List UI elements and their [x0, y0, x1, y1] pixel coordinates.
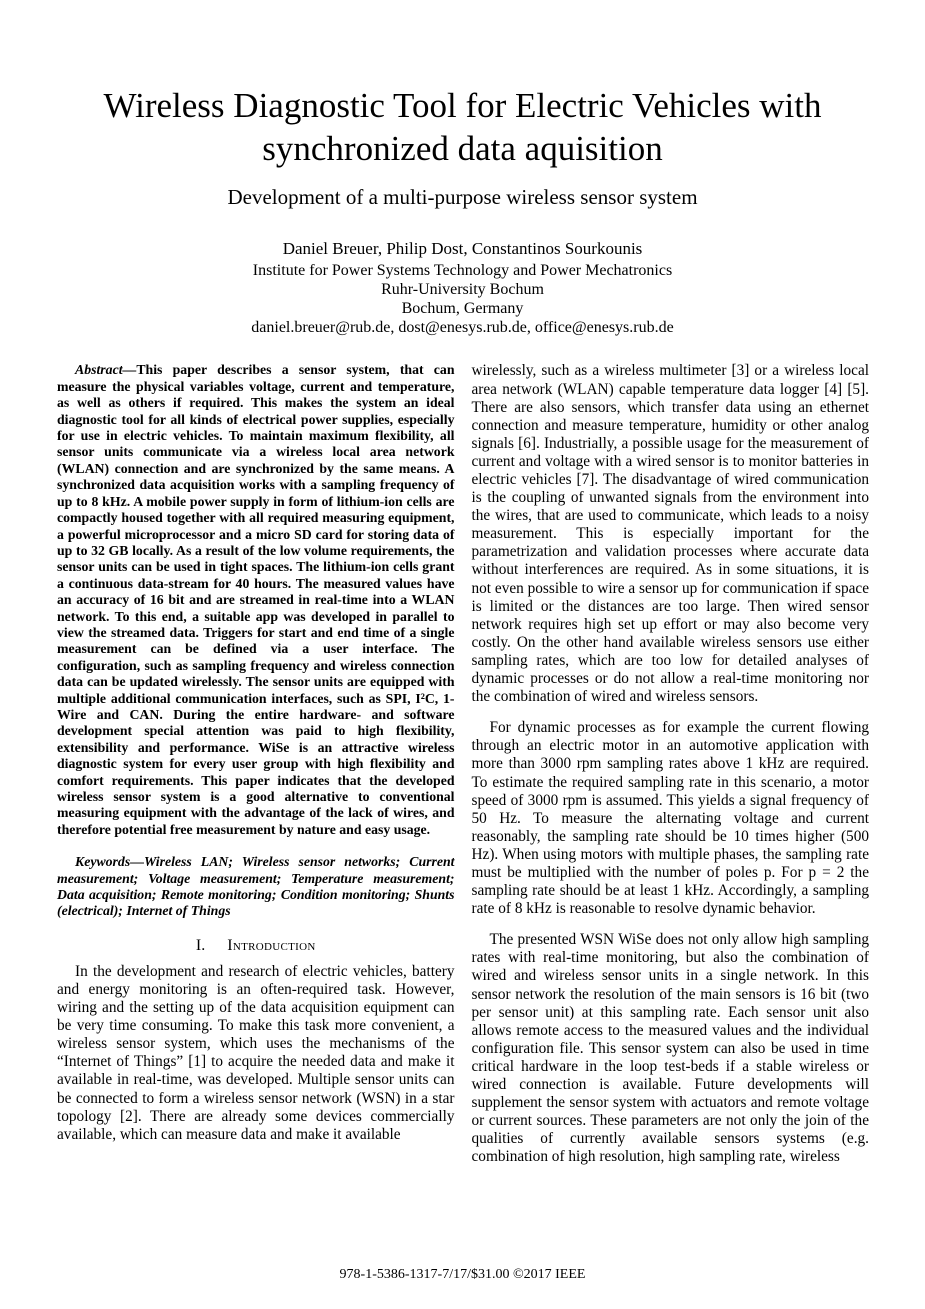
abstract-paragraph: [57, 362, 455, 838]
affiliation-city: Bochum, Germany: [401, 299, 524, 317]
paper-title: Wireless Diagnostic Tool for Electric Vehicles with synchronized data aquisition: [103, 86, 822, 169]
intro-paragraph-1: In the development and research of electric vehicles, battery and energy monitoring is an often-required task. However, wiring and the setting up of the data acquisition equipment can be very time consuming. To make this task more convenient, a wireless sensor system, which uses the mechanisms of the “Internet of Things” [1] to acquire the needed data and make it available in real-time, was developed. Multiple sensor units can be connected to form a wireless sensor network (WSN) in a star topology [2]. There are already some devices commercially available, which can measure data and make it available: [57, 962, 455, 1143]
section-number: I.: [195, 936, 206, 954]
keywords-text: Wireless LAN; Wireless sensor networks; Current measurement; Voltage measurement; Temperature measurement; Data acquisition; Remote monitoring; Condition monitoring; Shunts (electrical); Internet of Things: [57, 854, 455, 919]
section-heading-introduction: [57, 937, 455, 955]
left-column: [57, 362, 455, 1166]
intro-paragraph-1-continued: wirelessly, such as a wireless multimeter [3] or a wireless local area network (WLAN) capable temperature data logger [4] [5]. There are also sensors, which transfer data using an ethernet connection and measure temperature, humidity or other analog signals [6]. Industrially, a possible usage for the measurement of current and voltage with a wired sensor is to monitor batteries in electric vehicles [7]. The disadvantage of wired communication is the coupling of unwanted signals from the environment into the wires, that are used to communicate, which leads to a noisy measurement. This is especially important for the parametrization and validation processes where accurate data without interferences are required. As in some situations, it is not even possible to wire a sensor up for communication if space is limited or the distances are too large. Then wired sensor network requires high set up effort or may also become very costly. On the other hand available wireless sensors use either sampling rates, which are too low for detailed analyses of dynamic processes or do not allow a real-time monitoring nor the combination of wired and wireless sensors.: [471, 362, 869, 706]
paper-subtitle: Development of a multi-purpose wireless sensor system: [227, 184, 698, 209]
intro-paragraph-2: For dynamic processes as for example the current flowing through an electric motor in an automotive application with more than 3000 rpm sampling rates above 1 kHz are required. To estimate the required sampling rate in this scenario, a motor speed of 3000 rpm is assumed. This yields a signal frequency of 50 Hz. To measure the alternating voltage and current reasonably, the sampling rate should be 10 times higher (500 Hz). When using motors with multiple phases, the sampling rate must be multiplied with the number of poles p. For p = 2 the sampling rate should be at least 1 kHz. Accordingly, a sampling rate of 8 kHz is reasonable to resolve dynamic behavior.: [471, 719, 869, 918]
abstract-text: This paper describes a sensor system, that can measure the physical variables voltage, current and temperature, as well as others if required. This makes the system an ideal diagnostic tool for all kinds of electrical power supplies, especially for use in electric vehicles. To maintain maximum flexibility, all sensor units communicate via a wireless local area network (WLAN) connection and are synchronized by the same means. A synchronized data acquisition works with a sampling frequency of up to 8 kHz. A mobile power supply in form of lithium-ion cells are compactly housed together with all required measuring equipment, a powerful microprocessor and a micro SD card for storing data of up to 32 GB locally. As a result of the low volume requirements, the sensor units can be used in tight spaces. The lithium-ion cells grant a continuous data-stream for 40 hours. The measured values have an accuracy of 16 bit and are streamed in real-time into a WLAN network. To this end, a suitable app was developed in parallel to view the streamed data. Triggers for start and end time of a single measurement can be defined via a user interface. The configuration, such as sampling frequency and wireless connection data can be updated wirelessly. The sensor units are equipped with multiple additional communication interfaces, such as SPI, I²C, 1-Wire and CAN. During the entire hardware- and software development special attention was paid to high flexibility, extensibility and performance. WiSe is an attractive wireless diagnostic system for every user group with high flexibility and comfort requirements. This paper indicates that the developed wireless sensor system is a good alternative to conventional measuring equipment with the advantage of the lack of wires, and therefore potential free measurement by nature and easy usage.: [57, 362, 455, 837]
affiliation-university: Ruhr-University Bochum: [381, 280, 544, 298]
author-names: Daniel Breuer, Philip Dost, Constantinos Sourkounis: [282, 238, 643, 258]
author-emails: daniel.breuer@rub.de, dost@enesys.rub.de, office@enesys.rub.de: [251, 318, 674, 336]
section-title: Introduction: [227, 936, 316, 954]
copyright-notice: 978-1-5386-1317-7/17/$31.00 ©2017 IEEE: [339, 1267, 586, 1282]
paper-header: [0, 0, 925, 336]
abstract-label: Abstract—: [75, 362, 137, 378]
two-column-body: [57, 362, 869, 1166]
right-column: [472, 362, 870, 1166]
keywords-label: Keywords—: [75, 854, 144, 870]
authors-block: [0, 239, 925, 337]
intro-paragraph-3: The presented WSN WiSe does not only allow high sampling rates with real-time monitoring, but also the combination of wired and wireless sensor units in a single network. In this sensor network the resolution of the main sensors is 16 bit (two per sensor unit) at this sampling rate. Each sensor unit also allows remote access to the measured values and the individual configuration file. This sensor system can also be used in time critical hardware in the loop test-beds if a stable wireless or wired connection is available. Future developments will supplement the sensor system with actuators and remote voltage or current sources. These parameters are not only the join of the qualities of currently available sensors systems (e.g. combination of high resolution, high sampling rate, wireless: [471, 931, 869, 1166]
affiliation-institute: Institute for Power Systems Technology and Power Mechatronics: [252, 261, 673, 279]
keywords-paragraph: [57, 854, 455, 920]
